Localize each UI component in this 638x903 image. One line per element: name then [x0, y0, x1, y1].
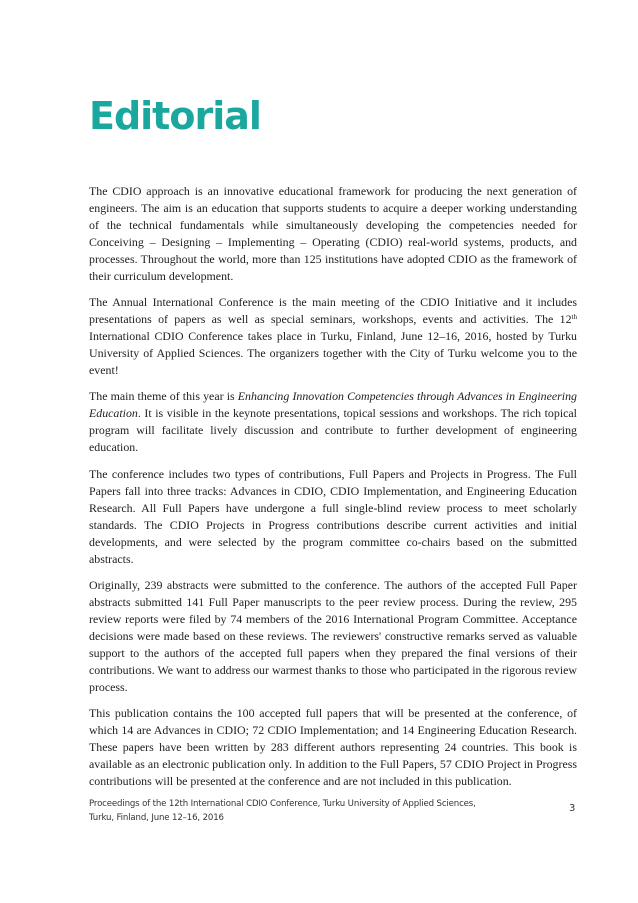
footer-line: Turku, Finland, June 12–16, 2016	[89, 813, 224, 823]
paragraph-text: . It is visible in the keynote presentations, topical sessions and workshops. The rich topical program will facilitate lively discussion and contribute to further development of engineering education.	[89, 406, 577, 455]
page-title: Editorial	[89, 94, 261, 138]
paragraph-contribution-types: The conference includes two types of contributions, Full Papers and Projects in Progress. The Full Papers fall into three tracks: Advances in CDIO, CDIO Implementation, and Engineering Education Research. All Full Papers have undergone a full single-blind review process to meet scholarly standards. The CDIO Projects in Progress contributions describe current activities and initial developments, and were selected by the program committee co-chairs based on the submitted abstracts.	[89, 466, 577, 566]
page-number: 3	[569, 803, 576, 814]
theme-title: Enhancing Innovation Competencies through Advances in Engineering Education	[89, 389, 577, 421]
paragraph-text: The main theme of this year is	[89, 389, 238, 404]
paragraph-main-theme	[89, 388, 577, 456]
paragraph-text: The Annual International Conference is the main meeting of the CDIO Initiative and it includes presentations of papers as well as special seminars, workshops, events and activities. The 12	[89, 295, 577, 327]
paragraph-annual-conference	[89, 294, 577, 379]
footer-line: Proceedings of the 12th International CDIO Conference, Turku University of Applied Sciences,	[89, 799, 476, 809]
paragraph-publication-contents: This publication contains the 100 accepted full papers that will be presented at the conference, of which 14 are Advances in CDIO; 72 CDIO Implementation; and 14 Engineering Education Research. These papers have been written by 283 different authors representing 24 countries. This book is available as an electronic publication only. In addition to the Full Papers, 57 CDIO Project in Progress contributions will be presented at the conference and are not included in this publication.	[89, 706, 577, 788]
article-body	[89, 183, 577, 799]
paragraph-cdio-approach: The CDIO approach is an innovative educational framework for producing the next generation of engineers. The aim is an education that supports students to acquire a deeper working understanding of the technical fundamentals while simultaneously developing the competencies needed for Conceiving – Designing – Implementing – Operating (CDIO) real-world systems, products, and processes. Throughout the world, more than 125 institutions have adopted CDIO as the framework of their curriculum development.	[89, 184, 577, 283]
paragraph-review-process: Originally, 239 abstracts were submitted to the conference. The authors of the accepted Full Paper abstracts submitted 141 Full Paper manuscripts to the peer review process. During the review, 295 review reports were filed by 74 members of the 2016 International Program Committee. Acceptance decisions were made based on these reviews. The reviewers' constructive remarks served as valuable support to the authors of the accepted full papers when they prepared the final versions of their contributions. We want to address our warmest thanks to those who participated in the rigorous review process.	[89, 578, 577, 694]
paragraph-text: International CDIO Conference takes place in Turku, Finland, June 12–16, 2016, hosted by Turku University of Applied Sciences. The organizers together with the City of Turku welcome you to the event!	[89, 329, 577, 378]
footer-citation	[89, 797, 509, 825]
ordinal-superscript: th	[571, 313, 577, 322]
